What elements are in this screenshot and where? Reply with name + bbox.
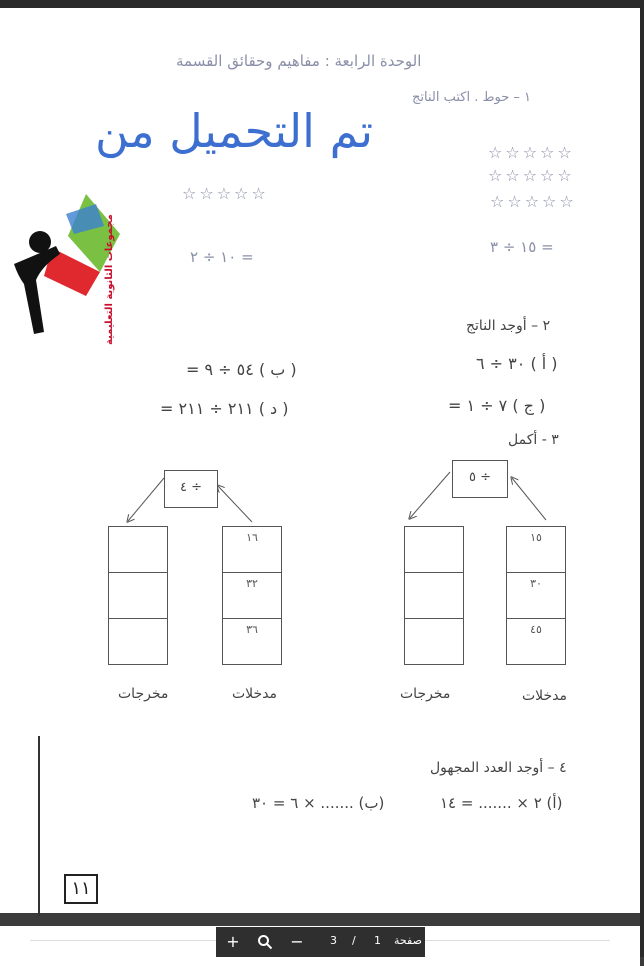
left-input-cell-2	[222, 572, 282, 619]
q1-label: ١ – حوط . اكتب الناتج	[412, 90, 532, 105]
right-input-cell-2	[506, 572, 566, 619]
stars-row-left: ☆☆☆☆☆	[182, 184, 269, 203]
q2-c: ( ج ) ٧ ÷ ١ =	[448, 396, 546, 415]
zoom-button[interactable]	[254, 931, 276, 953]
viewer-toolbar	[216, 927, 425, 957]
left-operation-box	[164, 470, 218, 508]
q4-label: ٤ – أوجد العدد المجهول	[430, 760, 567, 776]
right-output-cell-2[interactable]	[404, 572, 464, 619]
left-output-cell-1[interactable]	[108, 526, 168, 573]
left-input-value-3: ٣٦	[246, 623, 258, 636]
right-input-value-3: ٤٥	[530, 623, 542, 636]
arrow-right-in	[512, 478, 546, 520]
document-page	[0, 8, 640, 913]
left-outputs-label: مخرجات	[118, 686, 169, 702]
page-border-left	[38, 736, 40, 916]
q2-b: ( ب ) ٥٤ ÷ ٩ =	[186, 360, 297, 379]
left-input-cell-3	[222, 618, 282, 665]
viewer-top-bar	[0, 0, 644, 8]
right-operation-box	[452, 460, 508, 498]
logo-text: مجموعات الثانوية التعليمية	[104, 214, 115, 345]
right-input-value-2: ٣٠	[530, 577, 542, 590]
q4-b: (ب) ....... × ٦ = ٣٠	[252, 794, 385, 812]
stars-row-3: ☆☆☆☆☆	[490, 192, 577, 211]
stars-row-2: ☆☆☆☆☆	[488, 166, 575, 185]
arrow-right-out	[410, 472, 450, 518]
q2-a: ( أ ) ٣٠ ÷ ٦	[476, 354, 558, 373]
page-label: صفحة	[394, 934, 422, 947]
right-input-value-1: ١٥	[530, 531, 542, 544]
q4-a: (أ) ٢ × ....... = ١٤	[440, 794, 563, 812]
q1-eq-right: = ١٥ ÷ ٣	[490, 238, 554, 256]
page-number: ١١	[64, 874, 98, 904]
q1-eq-left: = ١٠ ÷ ٢	[190, 248, 254, 266]
magnifier-icon	[257, 934, 273, 950]
arrow-left-out	[128, 478, 164, 521]
right-op-text: ÷ ٥	[468, 470, 491, 485]
arrow-left-in	[218, 486, 252, 522]
unit-title: الوحدة الرابعة : مفاهيم وحقائق القسمة	[176, 52, 422, 70]
left-inputs-label: مدخلات	[232, 686, 278, 702]
current-page[interactable]: 1	[374, 934, 381, 947]
stars-row-1: ☆☆☆☆☆	[488, 143, 575, 162]
q3-arrows	[0, 8, 640, 913]
right-output-cell-1[interactable]	[404, 526, 464, 573]
watermark-text: تم التحميل من	[95, 104, 373, 158]
q2-d: ( د ) ٢١١ ÷ ٢١١ =	[160, 399, 289, 418]
left-input-value-2: ٣٢	[246, 577, 258, 590]
right-outputs-label: مخرجات	[400, 686, 451, 702]
total-pages: 3	[330, 934, 337, 947]
right-input-cell-3	[506, 618, 566, 665]
q3-label: ٣ - أكمل	[508, 432, 559, 448]
viewer-scrollbar[interactable]	[640, 8, 644, 957]
zoom-out-button[interactable]: −	[290, 932, 304, 951]
right-input-cell-1	[506, 526, 566, 573]
q2-label: ٢ – أوجد الناتج	[466, 318, 551, 334]
page-separator: /	[352, 934, 356, 947]
left-input-cell-1	[222, 526, 282, 573]
zoom-in-button[interactable]: +	[226, 932, 240, 951]
left-input-value-1: ١٦	[246, 531, 258, 544]
right-output-cell-3[interactable]	[404, 618, 464, 665]
left-output-cell-3[interactable]	[108, 618, 168, 665]
left-output-cell-2[interactable]	[108, 572, 168, 619]
right-inputs-label: مدخلات	[522, 688, 568, 704]
left-op-text: ÷ ٤	[179, 480, 202, 495]
